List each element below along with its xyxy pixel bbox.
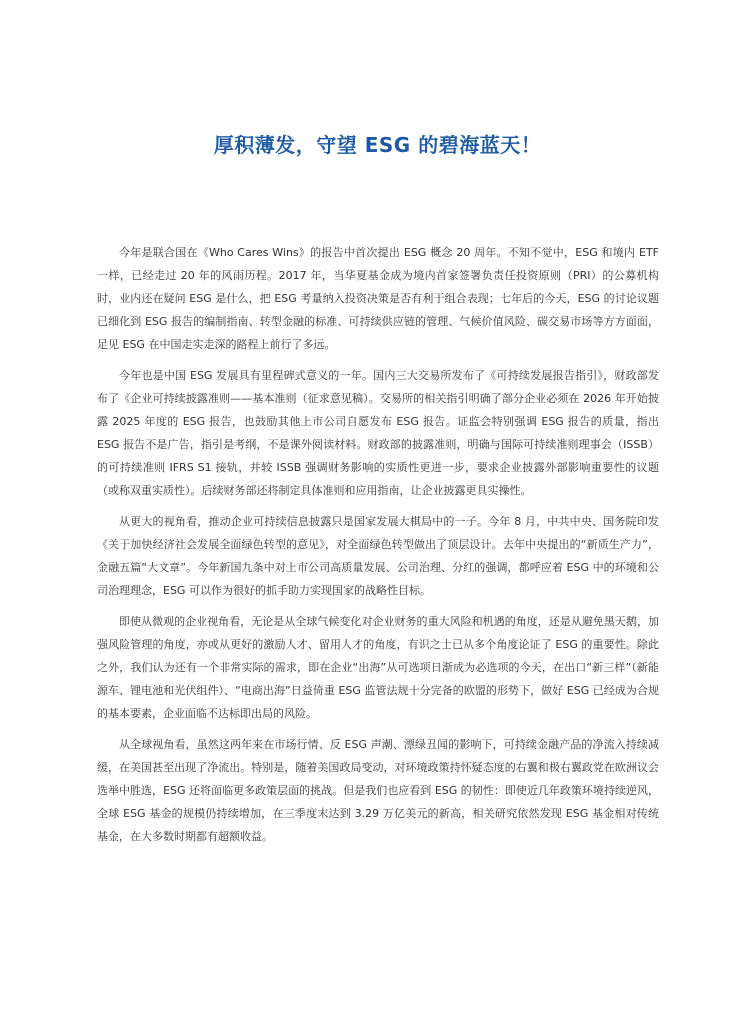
article-body [97, 241, 659, 856]
paragraph: 今年也是中国 ESG 发展具有里程碑式意义的一年。国内三大交易所发布了《可持续发展报告指引》，财政部发布了《企业可持续披露准则——基本准则（征求意见稿）。交易所的相关指引明确了部分企业必须在 2026 年开始披露 2025 年度的 ESG 报告，也鼓励其他上市公司自愿发布 ESG 报告。证监会特别强调 ESG 报告的质量，指出 ESG 报告不是广告，指引是考纲，不是课外阅读材料。财政部的披露准则，明确与国际可持续准则理事会（ISSB）的可持续准则 IFRS S1 接轨，并较 ISSB 强调财务影响的实质性更进一步，要求企业披露外部影响重要性的议题（或称双重实质性）。后续财务部还将制定具体准则和应用指南，让企业披露更具实操性。 [97, 369, 659, 497]
paragraph: 即使从微观的企业视角看，无论是从全球气候变化对企业财务的重大风险和机遇的角度，还是从避免黑天鹅，加强风险管理的角度，亦或从更好的激励人才、留用人才的角度，有识之士已从多个角度论证了 ESG 的重要性。除此之外，我们认为还有一个非常实际的需求，即在企业“出海”从可选项日渐成为必选项的今天，在出口“新三样”（新能源车、锂电池和光伏组件）、“电商出海”日益倚重 ESG 监管法规十分完备的欧盟的形势下，做好 ESG 已经成为合规的基本要素，企业面临不达标即出局的风险。 [97, 615, 659, 720]
paragraph: 从全球视角看，虽然这两年来在市场行情、反 ESG 声潮、漂绿丑闻的影响下，可持续金融产品的净流入持续减缓，在美国甚至出现了净流出。特别是，随着美国政局变动，对环境政策持怀疑态度的右翼和极右翼政党在欧洲议会选举中胜选，ESG 还将面临更多政策层面的挑战。但是我们也应看到 ESG 的韧性：即使近几年政策环境持续逆风，全球 ESG 基金的规模仍持续增加，在三季度末达到 3.29 万亿美元的新高，相关研究依然发现 ESG 基金相对传统基金，在大多数时期都有超额收益。 [97, 738, 659, 843]
page-title: 厚积薄发，守望 ESG 的碧海蓝天！ [213, 133, 542, 157]
paragraph: 今年是联合国在《Who Cares Wins》的报告中首次提出 ESG 概念 20 周年。不知不觉中，ESG 和境内 ETF 一样，已经走过 20 年的风雨历程。2017 年，当华夏基金成为境内首家签署负责任投资原则（PRI）的公募机构时，业内还在疑问 ESG 是什么，把 ESG 考量纳入投资决策是否有利于组合表现；七年后的今天，ESG 的讨论议题已细化到 ESG 报告的编制指南、转型金融的标准、可持续供应链的管理、气候价值风险、碳交易市场等方方面面，足见 ESG 在中国走实走深的路程上前行了多远。 [97, 246, 659, 351]
paragraph: 从更大的视角看，推动企业可持续信息披露只是国家发展大棋局中的一子。今年 8 月，中共中央、国务院印发《关于加快经济社会发展全面绿色转型的意见》，对全面绿色转型做出了顶层设计。去年中央提出的“新质生产力”，金融五篇“大文章”。今年新国九条中对上市公司高质量发展、公司治理、分红的强调，都呼应着 ESG 中的环境和公司治理理念，ESG 可以作为很好的抓手助力实现国家的战略性目标。 [97, 515, 659, 597]
